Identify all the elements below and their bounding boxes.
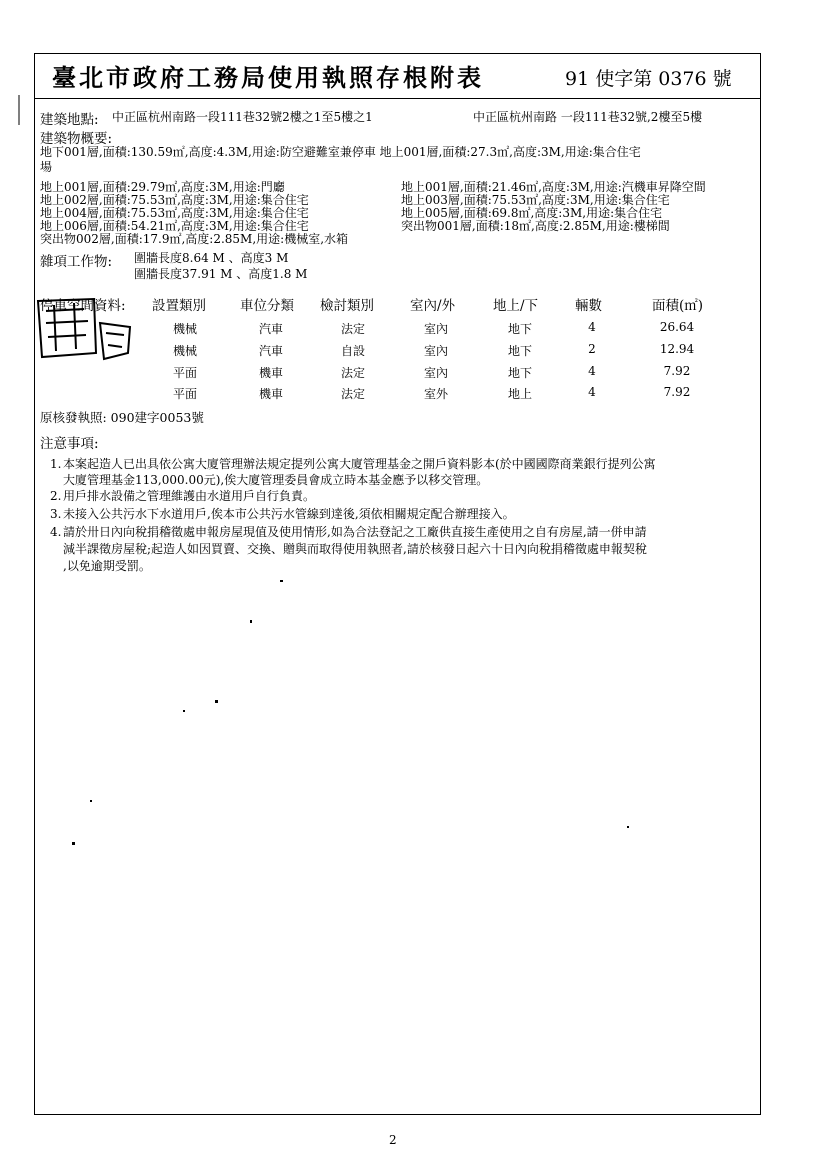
parking-cell: 法定: [340, 366, 365, 380]
parking-cell: 機械: [172, 344, 197, 358]
parking-cell: 地下: [507, 344, 532, 358]
floor-line: 地上001層,面積:21.46㎡,高度:3M,用途:汽機車昇降空間: [401, 180, 706, 194]
floor-line: 地上005層,面積:69.8㎡,高度:3M,用途:集合住宅: [401, 206, 663, 220]
parking-cell: 室外: [423, 387, 448, 401]
page-number: 2: [389, 1133, 397, 1147]
floor-line: 地下001層,面積:130.59㎡,高度:4.3M,用途:防空避難室兼停車 地上001層,面積:27.3㎡,高度:3M,用途:集合住宅: [40, 145, 641, 159]
floor-line: 突出物002層,面積:17.9㎡,高度:2.85M,用途:機械室,水箱: [40, 232, 349, 246]
address-secondary: 中正區杭州南路 一段111巷32號,2樓至5樓: [473, 110, 703, 124]
parking-cell: 汽車: [258, 344, 283, 358]
floor-line: 突出物001層,面積:18㎡,高度:2.85M,用途:樓梯間: [401, 219, 670, 233]
parking-cell: 法定: [340, 387, 365, 401]
note-text: 用戶排水設備之管理維護由水道用戶自行負責。: [63, 489, 316, 503]
note-text: 請於卅日內向稅捐稽徵處申報房屋現值及使用情形,如為合法登記之工廠供直接生產使用之自有房屋,請一併申請: [63, 525, 647, 539]
notes-label: 注意事項:: [40, 436, 99, 452]
parking-cell: 機械: [172, 322, 197, 336]
parking-cell: 室內: [423, 322, 448, 336]
parking-cell: 法定: [340, 322, 365, 336]
note-text: 減半課徵房屋稅;起造人如因買賣、交換、贈與而取得使用執照者,請於核發日起六十日內向稅捐稽徵處申報契稅: [63, 542, 647, 556]
note-text: ,以免逾期受罰。: [63, 559, 151, 573]
misc-work-item: 圍牆長度8.64 M 、高度3 M: [134, 251, 289, 265]
parking-header: 面積(㎡): [652, 298, 704, 314]
misc-work-item: 圍牆長度37.91 M 、高度1.8 M: [134, 267, 308, 281]
note-text: 本案起造人已出具依公寓大廈管理辦法規定提列公寓大廈管理基金之開戶資料影本(於中國國際商業銀行提列公寓: [63, 457, 656, 471]
note-number: 3.: [50, 507, 62, 521]
note-text: 未接入公共污水下水道用戶,俟本市公共污水管線到達後,須依相關規定配合辦理接入。: [63, 507, 515, 521]
parking-cell: 7.92: [663, 364, 691, 378]
note-number: 4.: [50, 525, 62, 539]
parking-cell: 地下: [507, 322, 532, 336]
parking-cell: 4: [588, 320, 596, 334]
note-number: 1.: [50, 457, 62, 471]
parking-cell: 2: [588, 342, 596, 356]
floor-line: 地上002層,面積:75.53㎡,高度:3M,用途:集合住宅: [40, 193, 309, 207]
parking-cell: 機車: [258, 366, 283, 380]
header-divider: [34, 98, 761, 99]
parking-label: 停車空間資料:: [40, 298, 126, 314]
parking-cell: 機車: [258, 387, 283, 401]
parking-cell: 平面: [172, 366, 197, 380]
original-permit: 原核發執照: 090建字0053號: [40, 410, 204, 425]
parking-header: 輛數: [575, 298, 602, 314]
parking-header: 設置類別: [152, 298, 206, 314]
parking-cell: 4: [588, 364, 596, 378]
note-number: 2.: [50, 489, 62, 503]
parking-header: 室內/外: [410, 298, 456, 314]
parking-cell: 7.92: [663, 385, 691, 399]
address-label: 建築地點:: [40, 112, 99, 128]
parking-cell: 平面: [172, 387, 197, 401]
floor-line: 地上004層,面積:75.53㎡,高度:3M,用途:集合住宅: [40, 206, 309, 220]
floor-line: 地上001層,面積:29.79㎡,高度:3M,用途:門廳: [40, 180, 285, 194]
parking-cell: 地上: [507, 387, 532, 401]
parking-cell: 汽車: [258, 322, 283, 336]
parking-header: 檢討類別: [320, 298, 374, 314]
parking-cell: 自設: [340, 344, 365, 358]
parking-cell: 12.94: [659, 342, 695, 356]
parking-cell: 4: [588, 385, 596, 399]
floor-line: 地上003層,面積:75.53㎡,高度:3M,用途:集合住宅: [401, 193, 670, 207]
parking-header: 地上/下: [493, 298, 539, 314]
page-title: 臺北市政府工務局使用執照存根附表: [52, 63, 484, 92]
parking-cell: 地下: [507, 366, 532, 380]
permit-number: 91 使字第 0376 號: [565, 68, 732, 90]
floor-line: 地上006層,面積:54.21㎡,高度:3M,用途:集合住宅: [40, 219, 309, 233]
parking-cell: 室內: [423, 366, 448, 380]
floor-line: 場: [40, 160, 53, 174]
misc-works-label: 雜項工作物:: [40, 254, 113, 270]
note-text: 大廈管理基金113,000.00元),俟大廈管理委員會成立時本基金應予以移交管理。: [63, 473, 489, 487]
parking-header: 車位分類: [240, 298, 294, 314]
parking-cell: 室內: [423, 344, 448, 358]
address-primary: 中正區杭州南路一段111巷32號2樓之1至5樓之1: [112, 110, 373, 124]
overview-label: 建築物概要:: [40, 131, 113, 147]
parking-cell: 26.64: [659, 320, 695, 334]
